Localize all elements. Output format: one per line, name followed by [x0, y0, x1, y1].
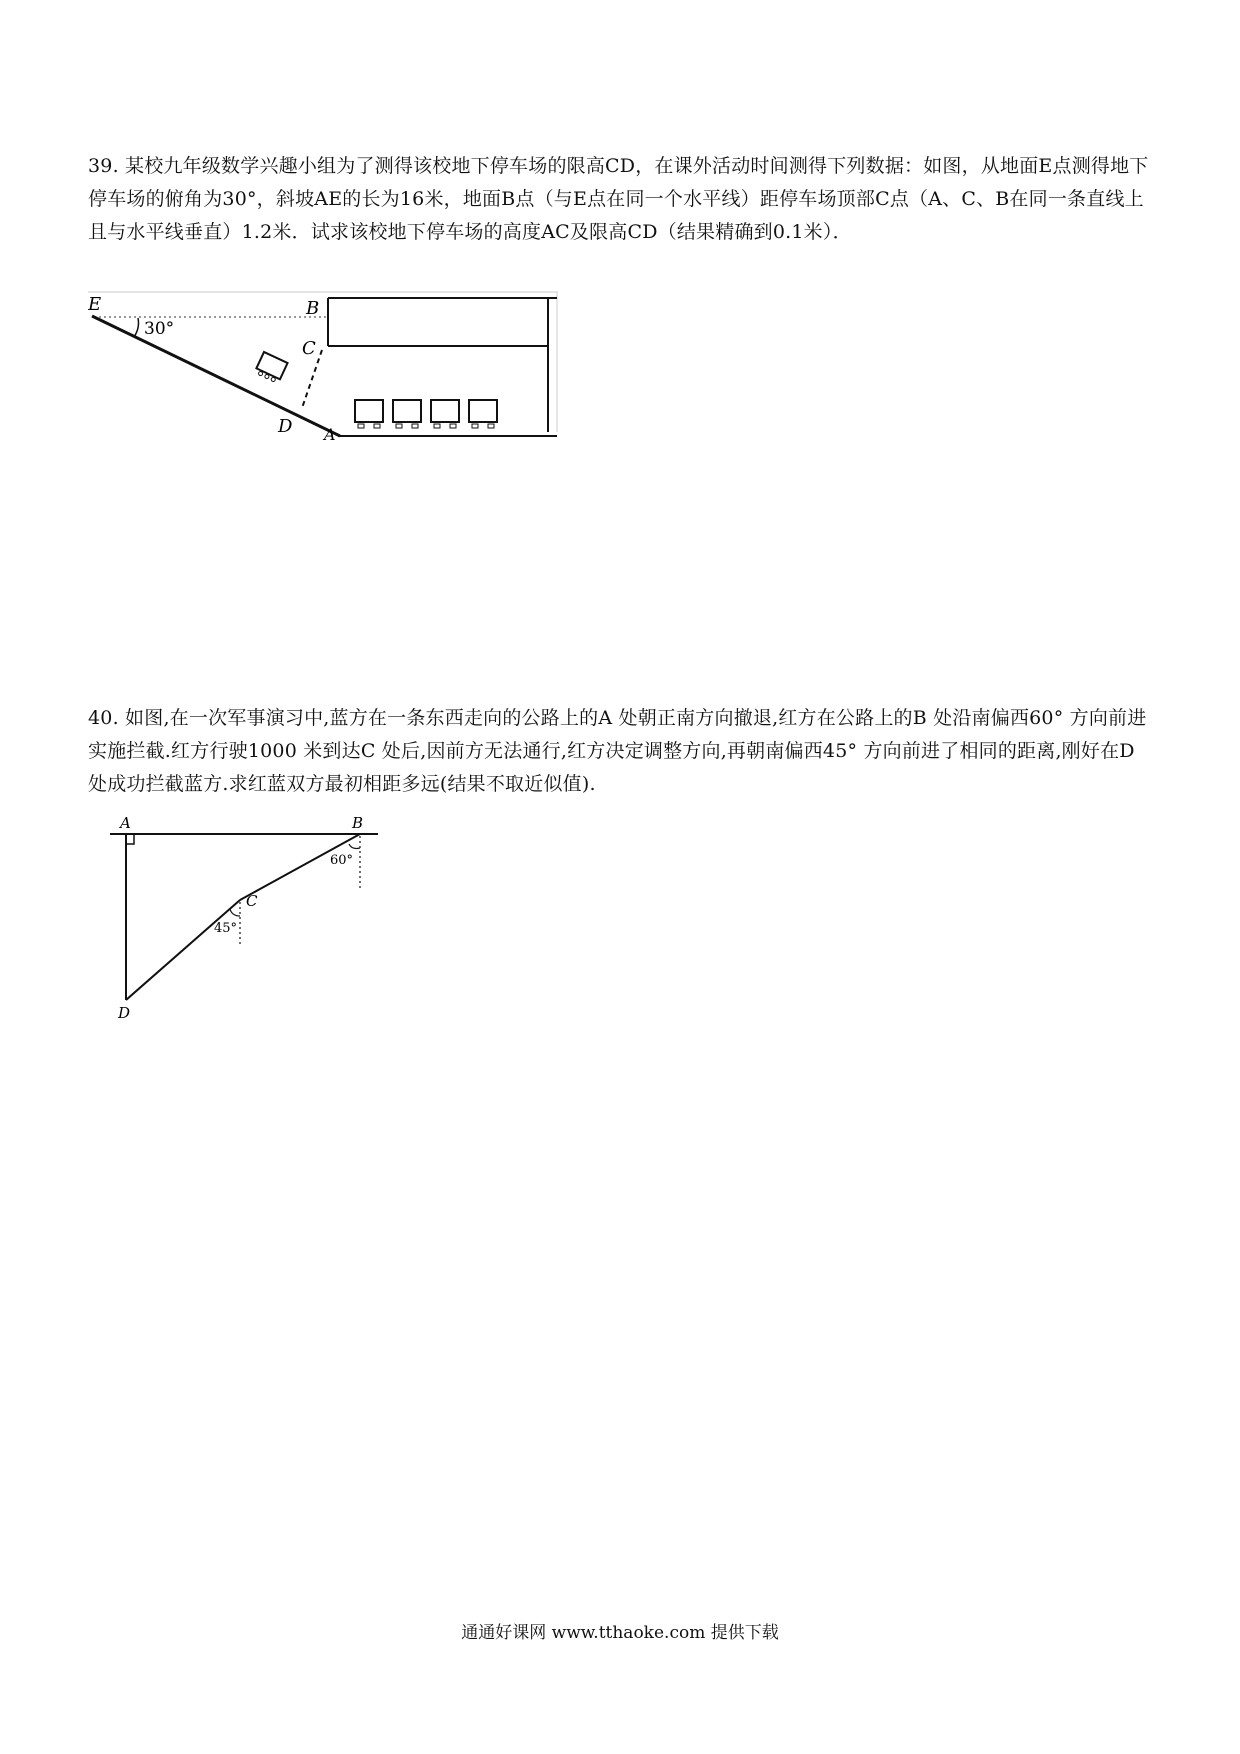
problem-40: [88, 702, 1160, 801]
label-D: D: [278, 416, 293, 437]
angle-arc: [134, 318, 139, 337]
parked-cars: [355, 400, 497, 428]
footer-text: 通通好课网 www.tthaoke.com 提供下载: [461, 1623, 779, 1643]
right-angle-mark: [126, 834, 134, 844]
problem-39-text: 39. 某校九年级数学兴趣小组为了测得该校地下停车场的限高CD，在课外活动时间测得下列数据：如图，从地面E点测得地下停车场的俯角为30°，斜坡AE的长为16米，地面B点（与E点在同一个水平线）距停车场顶部C点（A、C、B在同一条直线上且与水平线垂直）1.2米．试求该校地下停车场的高度AC及限高CD（结果精确到0.1米）．: [88, 155, 1149, 243]
label-A: A: [324, 425, 336, 440]
label-B: B: [352, 814, 364, 832]
car-icon: [254, 352, 287, 384]
angle-30-label: 30°: [144, 319, 175, 339]
angle-arc-b: [349, 844, 360, 849]
problem-39: [88, 150, 1160, 249]
label-A: A: [120, 814, 131, 832]
label-D: D: [118, 1004, 131, 1018]
cd-path: [126, 900, 240, 1000]
label-B: B: [306, 298, 320, 319]
problem-40-text: 40. 如图,在一次军事演习中,蓝方在一条东西走向的公路上的A 处朝正南方向撤退,红方在公路上的B 处沿南偏西60° 方向前进实施拦截.红方行驶1000 米到达C 处后,因前方无法通行,红方决定调整方向,再朝南偏西45° 方向前进了相同的距离,刚好在D 处成功拦截蓝方.求红蓝双方最初相距多远(结果不取近似值).: [88, 707, 1147, 795]
angle-arc-c: [230, 909, 240, 916]
angle-60-label: 60°: [330, 853, 354, 868]
label-C: C: [302, 338, 316, 359]
problem-40-figure: [100, 808, 380, 1018]
angle-45-label: 45°: [214, 921, 238, 936]
label-C: C: [246, 892, 258, 910]
problem-39-figure: [88, 290, 558, 440]
label-E: E: [88, 294, 102, 315]
slope-line: [92, 316, 340, 436]
